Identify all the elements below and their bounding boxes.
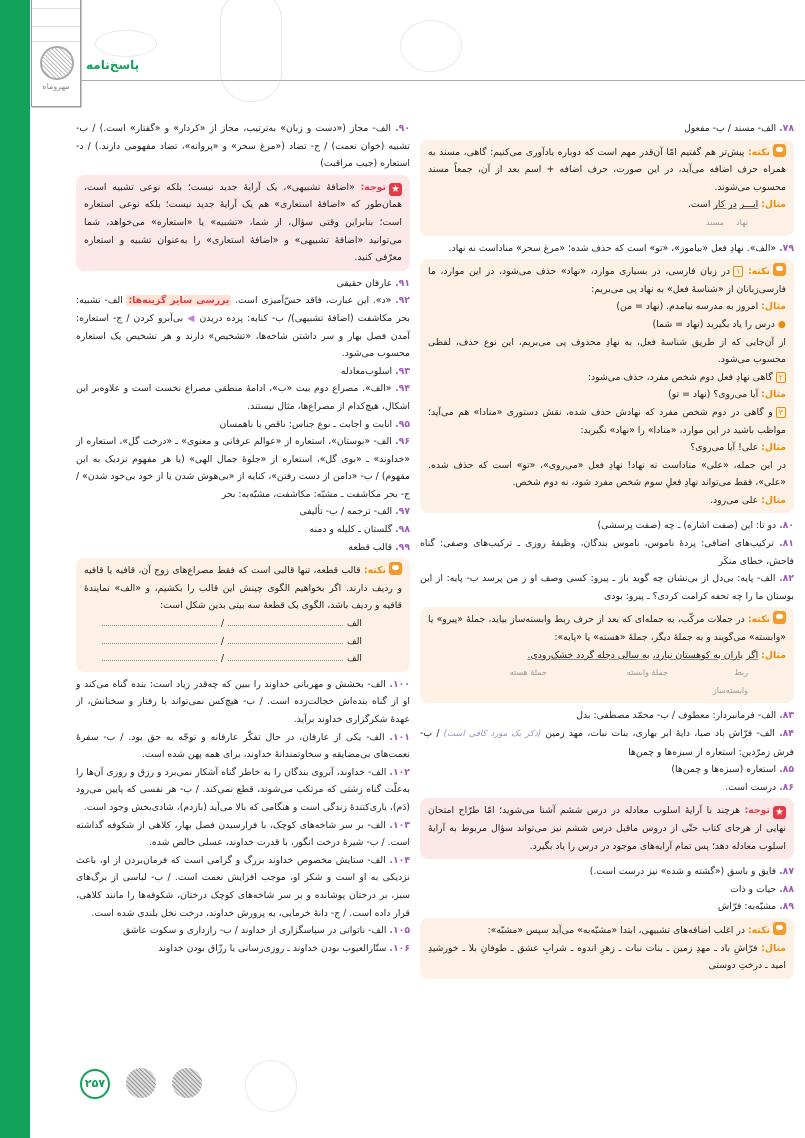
star-icon: ★ <box>773 806 786 819</box>
answer-106: ۱۰۶. ستّارالعیوب بودن خداوند ـ روزی‌رسانی یا رزّاق بودن خداوند <box>158 942 410 954</box>
answer-92: ۹۲. «د». این عبارت، فاقد حسّ‌آمیزی است. بررسی سایر گزینه‌ها: الف- تشبیه: بحر مکاشفت (اضافهٔ تشبیهی)/ ب- کنایه: پرده دریدن ◀ بی‌آبرو کردن / ج- استعاره: آمدن فصل بهار و سر داشتن شاخه‌ها، «تشخیص» دارند و هر تشخیص یک استعاره محسوب می‌شود. <box>76 295 410 360</box>
note-icon <box>773 611 786 624</box>
note-box-82: نکته: در جملات مرکّب، به جمله‌ای که بعد از حرف ربط وابسته‌ساز بیاید، جملهٔ «پیرو» یا «وابسته» می‌گویند و به جملهٔ دیگر، جملهٔ «هسته» یا «پایه»: مثال: اگر باران به کوهستان نبارد، به سالی دجله گردد خشک‌رودی. ربط وابسته‌ساز جملهٔ وابسته جملهٔ هسته <box>420 607 794 703</box>
answer-88: ۸۸. حیات و ذات <box>730 883 794 895</box>
pomegranate-decoration <box>245 1060 297 1112</box>
answer-79: ۷۹. «الف». نهادِ فعل «بیاموز»، «تو» است که حذف شده؛ «مرغ سحر» مناداست نه نهاد. <box>448 242 794 254</box>
qete-pattern-row: الف / <box>84 633 402 651</box>
answer-83: ۸۳. الف- فرمانبردار: معطوف / ب- محمّد مصطفی: بدل <box>576 710 794 722</box>
section-title: پاسخ‌نامه <box>86 58 140 72</box>
publisher-logo-text: مهروماه <box>42 82 70 91</box>
answer-90: ۹۰. الف- مجاز («دست و زبان» به‌ترتیب، مجاز از «کردار» و «گفتار» است.) / ب- تشبیه (خوان نعمت) / ج- تضاد («مرغ سحر» و «پروانه»، تضاد مفهومی دارند.) / د- استعاره (جیب مراقبت) <box>76 123 410 170</box>
star-icon: ★ <box>389 183 402 196</box>
answer-81: ۸۱. ترکیب‌های اضافی: پردهٔ ناموس، ناموس بندگان، وظیفهٔ روزی ـ ترکیب‌های وصفی: گناه فاحش، خطای منکَر <box>420 538 794 567</box>
answer-87: ۸۷. فایق و باسق («گشته و شده» نیز درست است.) <box>589 866 794 878</box>
arrow-icon: ◀ <box>187 312 196 324</box>
note-box-89: نکته: در اغلب اضافه‌های تشبیهی، ابتدا «مشبّه‌به» می‌آید سپس «مشبّه»: مثال: فرّاشِ باد ـ مهدِ زمین ـ بنات نبات ـ زهرِ اندوه ـ شرابِ عشق ـ طوفانِ بلا ـ خورشیدِ امید ـ درختِ دوستی <box>420 918 794 979</box>
hatched-disc-icon <box>172 1068 202 1098</box>
answer-103: ۱۰۳. الف- بر سر شاخه‌های کوچک، با فرارسیدن فصل بهار، کلاهی از شکوفه گذاشته است. / ب- شیرهٔ درخت انگور، با قدرت خداوند، عسلی خالص شده. <box>76 819 410 849</box>
qete-pattern-row: الف / <box>84 650 402 668</box>
answer-85: ۸۵. استعاره (سبزه‌ها و چمن‌ها) <box>671 764 794 776</box>
note-icon <box>773 922 786 935</box>
answer-105: ۱۰۵. الف- ناتوانی در سپاسگزاری از خداوند / ب- رازداری و سکوت عاشق <box>122 925 410 937</box>
answer-78: ۷۸. الف- مسند / ب- مفعول <box>683 123 794 134</box>
answer-93: ۹۳. اسلوب‌معادله <box>340 365 410 377</box>
header-divider <box>80 80 805 81</box>
answer-89: ۸۹. مشبّه‌به: فرّاش <box>717 901 794 913</box>
poet-decoration <box>220 0 282 102</box>
bird-decoration <box>400 20 462 72</box>
answer-102: ۱۰۲. الف- خداوند، آبروی بندگان را به خاطر گناه آشکار نمی‌برد و رزق و روزی آن‌ها را به‌علّت گناه زشتی که مرتکب می‌شوند، قطع نمی‌کند. / ب- هر نفسی که پایین می‌رود (دَم)، یاری‌کنندهٔ زندگی است و هنگامی که بالا می‌آید (بازدم)، شادی‌بخش وجود است. <box>76 766 410 813</box>
answer-100: ۱۰۰. الف- بخشش و مهربانی خداوند را ببین که چه‌قدر زیاد است: بنده گناه می‌کند و او از گناه بنده‌اش خجالت‌زده است. / ب- هیچ‌کس نمی‌تواند با رفتار و سخنانش، از عهدهٔ شکرگزاری خداوند برآید. <box>76 678 410 725</box>
handwritten-note: (ذکر یک مورد کافی است) <box>443 729 542 739</box>
page-number: ۲۵۷ <box>80 1069 110 1099</box>
answer-97: ۹۷. الف- ترجمه / ب- تألیفی <box>299 506 410 518</box>
answer-95: ۹۵. انابت و اجابت ـ نوع جناس: ناقص یا ناهمسان <box>219 418 410 430</box>
note-box-78: نکته: پیش‌تر هم گفتیم امّا آن‌قدر مهم است که دوباره یادآوری می‌کنیم: گاهی، مسند به همراه حرف اضافه می‌آید، در این صورت، حرف اضافه + اسم بعد از آن، جمعاً مسند محسوب می‌شوند. مثال: ابـــر در کار است. نهاد مسند <box>420 140 794 236</box>
answer-99: ۹۹. قالب قطعه <box>348 541 410 553</box>
answer-94: ۹۴. «الف». مصراع دوم بیت «ب»، ادامهٔ منطقی مصراع نخست است و علاوه‌بر این اشکال، هیچ‌کدام از مصراع‌ها، مثال نیستند. <box>76 383 410 412</box>
brand-side-bar <box>0 0 30 1138</box>
note-box-79: نکته: ۱در زبان فارسی، در بسیاری موارد، «نهاد» حذف می‌شود، در این موارد، ما فارسی‌زبانان از «شناسهٔ فعل» به نهاد پی می‌بریم: مثال: امروز به مدرسه نیامدم. (نهاد = من) ● درس را یاد بگیرید (نهاد = شما) از آن‌جایی که از طریق شناسهٔ فعل، به نهادِ محذوف پی می‌بریم، این نوع حذف، لفظی محسوب می‌شود. ۲گاهی نهادِ فعل دوم شخص مفرد، حذف می‌شود: مثال: آیا می‌روی؟ (نهاد = تو) ۳و گاهی در دوم شخص مفرد که نهادش حذف شده، نقش دستوری «منادا» هم می‌آید؛ مواظب باشید در این موارد، «منادا» را «نهاد» نگیرید: مثال: علی! آیا می‌روی؟ در این جمله، «علی» مناداست نه نهاد! نهادِ فعل «می‌روی»، «تو» است که حذف شده. «علی»، فقط می‌تواند نهادِ فعلِ سوم شخص مفرد شود، نه دوم شخص. مثال: علی می‌رود. <box>420 259 794 513</box>
highlight-other-options: بررسی سایر گزینه‌ها: <box>128 295 230 307</box>
answer-96: ۹۶. الف- «بوستان»، استعاره از «عوالم عرفانی و معنوی» ـ «درخت گل»، استعاره از «خداوند» ـ «بوی گل»، استعاره از «جلوهٔ جمال الهی» (یا هر مفهوم نزدیک به این مفهوم) / ب- «دامن از دست رفتن»، کنایه از «بی‌هوش شدن یا از خود بی‌خود شدن» / ج- بحر مکاشفت ـ مشبّه: مکاشفت، مشبّه‌به: بحر <box>76 436 410 500</box>
publisher-logo-icon <box>40 46 74 80</box>
answer-86: ۸۶. درست است. <box>725 781 794 793</box>
answer-84: ۸۴. الف- فرّاش باد صبا، دایهٔ ابر بهاری، بنات نبات، مهد زمین (ذکر یک مورد کافی است) / ب- فرش زمرّدین: استعاره از سبزه‌ها و چمن‌ها <box>420 728 794 758</box>
answer-101: ۱۰۱. الف- یکی از عارفان، در حال تفکّر عارفانه و توجّه به حق بود. / ب- سفرهٔ نعمت‌های بی‌مضایقه و سخاوتمندانهٔ خداوند، برای همه پهن شده است. <box>76 731 410 761</box>
warning-box-86: ★توجه: هرچند با آرایهٔ اسلوب معادله در درس ششم آشنا می‌شوید؛ امّا طرّاح امتحان نهایی از هرجای کتاب حتّی از دروس ماقبل درس ششم نیز می‌تواند سؤال مربوط به آرایهٔ اسلوب معادله دهد؛ پس تمام آرایه‌های موجود در درس را یاد بگیرد. <box>420 798 794 859</box>
publisher-tab <box>31 0 81 107</box>
note-icon <box>773 263 786 276</box>
note-icon <box>773 144 786 157</box>
note-icon <box>389 562 402 575</box>
answer-98: ۹۸. گلستان ـ کلیله و دمنه <box>309 524 410 536</box>
right-column <box>420 120 794 983</box>
answer-82: ۸۲. الف- پایه: بی‌دل از بی‌نشان چه گوید باز ـ پیرو: کسی وصف او ز من پرسد ب- پایه: از این بوستان ما را چه تحفه کرامت کردی؟ ـ پیرو: بودی <box>420 573 794 602</box>
left-column <box>76 120 410 957</box>
note-box-99: نکته: قالب قطعه، تنها قالبی است که فقط مصراع‌های زوج آن، قافیه یا قافیه و ردیف دارند. اگر بخواهیم الگوی چینش این قالب را بکشیم، و «الف» نمایندهٔ قافیه و ردیف باشد، الگوی یک قطعهٔ سه بیتی بدین شکل است: الف / الف / الف / <box>76 558 410 672</box>
bullet-icon: ● <box>777 318 786 330</box>
qete-pattern-row: الف / <box>84 615 402 633</box>
hatched-disc-icon <box>126 1068 156 1098</box>
answer-80: ۸۰. دو تا: این (صفت اشاره) ـ چه (صفت پرسشی) <box>597 520 794 532</box>
answer-104: ۱۰۴. الف- ستایش مخصوص خداوند بزرگ و گرامی است که فرمان‌بردن از او، باعث نزدیکی به او است و شکر او، موجب افزایش نعمت است. / ب- لباسی از برگ‌های سبز، بر درختان پوشانده و بر سر شاخه‌های کوچک درختان، شکوفه‌ها را مانند کلاهی، قرار داده است. / ج- دانهٔ خرمایی، به پرورش خداوند، درخت نخل بلندی شده است. <box>76 854 410 919</box>
answer-91: ۹۱. عارفان حقیقی <box>336 277 410 289</box>
cloud-decoration <box>95 30 157 57</box>
warning-box-90: ★توجه: «اضافهٔ تشبیهی»، یک آرایهٔ جدید نیست؛ بلکه نوعی تشبیه است، همان‌طور که «اضافهٔ استعاری» هم یک آرایهٔ جدید نیست؛ بلکه نوعی استعاره است؛ بنابراین وقتی سؤال، از شما، «تشبیه» یا «استعاره» می‌خواهد، شما می‌توانید «اضافهٔ تشبیهی» و «اضافهٔ استعاری» را به‌عنوان تشبیه و استعاره معرّفی کنید. <box>76 175 410 271</box>
